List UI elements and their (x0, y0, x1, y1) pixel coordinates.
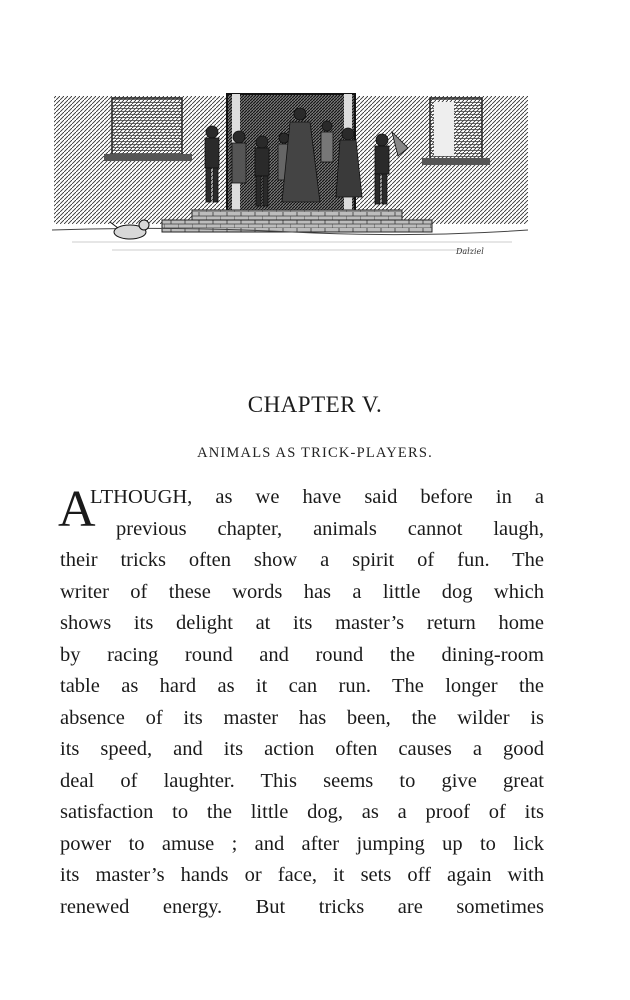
text-line: power to amuse ; and after jumping up to lick (60, 832, 544, 855)
text-line-content: previous chapter, animals cannot laugh, (116, 517, 544, 540)
text-line: deal of laughter. This seems to give great (60, 769, 544, 792)
text-line: satisfaction to the little dog, as a proof of its (60, 801, 544, 823)
engraver-signature: Dalziel (456, 247, 484, 256)
engraving-children-on-doorstep-icon (52, 92, 530, 260)
drop-cap: A (58, 481, 96, 538)
text-line-content: LTHOUGH, as we have said before in a (90, 486, 544, 508)
chapter-title: CHAPTER V. (247, 392, 383, 417)
text-line: table as hard as it can run. The longer the (60, 675, 544, 697)
text-line: renewed energy. But tricks are sometimes (60, 895, 544, 918)
chapter-subtitle: ANIMALS AS TRICK-PLAYERS. (197, 445, 433, 461)
text-line: absence of its master has been, the wilder is (60, 706, 544, 729)
text-line: shows its delight at its master’s return home (60, 612, 544, 634)
chapter-illustration (52, 92, 530, 260)
text-line: its master’s hands or face, it sets off again with (60, 864, 544, 886)
chapter-body (60, 482, 544, 923)
text-line (60, 514, 544, 546)
text-line: their tricks often show a spirit of fun. The (60, 549, 544, 571)
text-line: its speed, and its action often causes a good (60, 738, 544, 760)
text-line: by racing round and round the dining-room (60, 643, 544, 666)
text-line: writer of these words has a little dog which (60, 580, 544, 603)
